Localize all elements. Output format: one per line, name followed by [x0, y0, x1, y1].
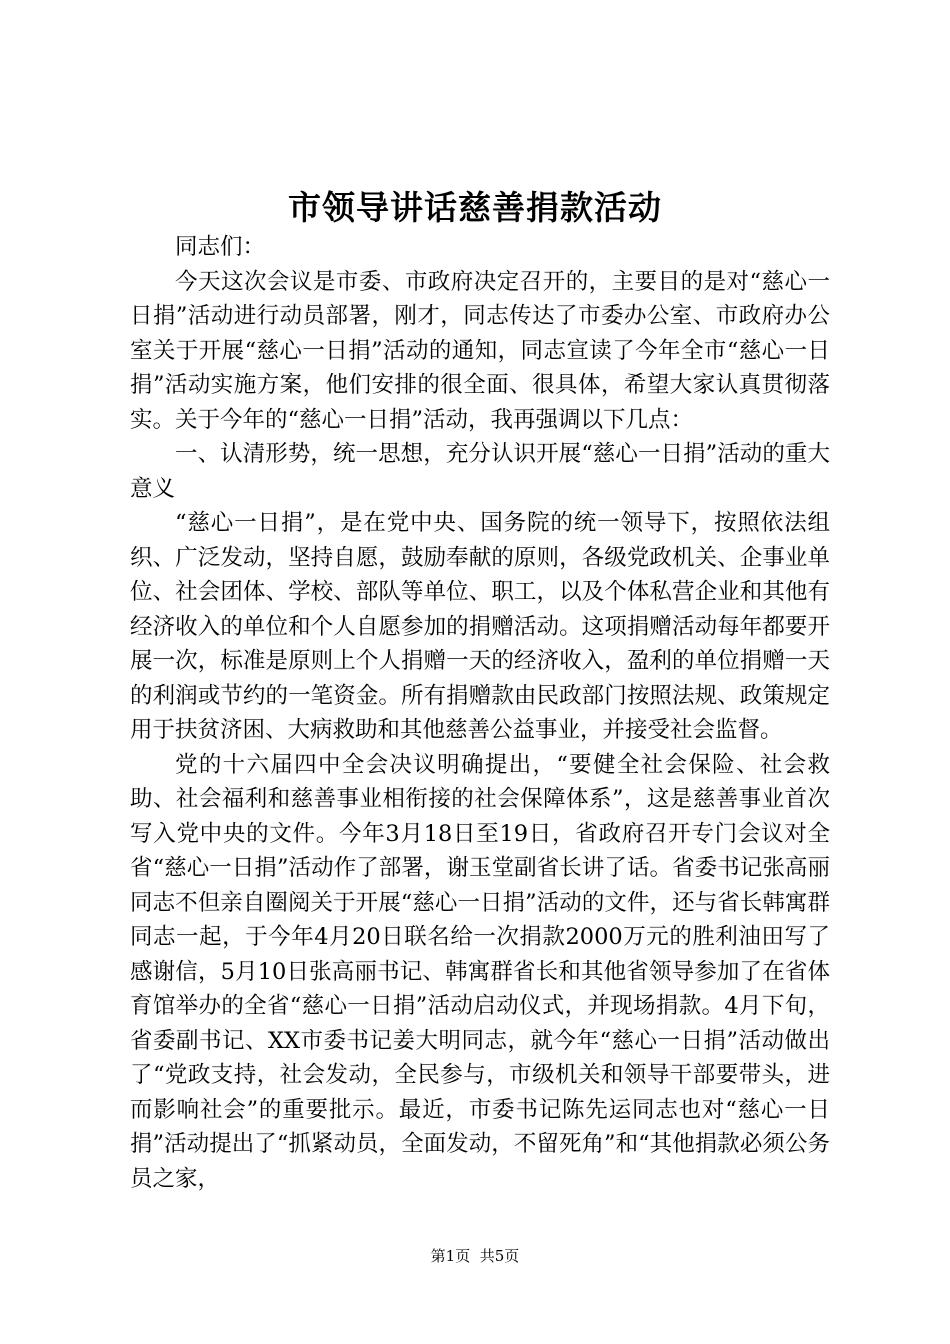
body-paragraph: 党的十六届四中全会决议明确提出，“要健全社会保险、社会救助、社会福利和慈善事业相衔接的社会保障体系”，这是慈善事业首次写入党中央的文件。今年3月18日至19日，省政府召开专门会议对全省“慈心一日捐”活动作了部署，谢玉堂副省长讲了话。省委书记张高丽同志不但亲自圈阅关于开展“慈心一日捐”活动的文件，还与省长韩寓群同志一起，于今年4月20日联名给一次捐款2000万元的胜利油田写了感谢信，5月10日张高丽书记、韩寓群省长和其他省领导参加了在省体育馆举办的全省“慈心一日捐”活动启动仪式，并现场捐款。4月下旬，省委副书记、XX市委书记姜大明同志，就今年“慈心一日捐”活动做出了“党政支持，社会发动，全民参与，市级机关和领导干部要带头，进而影响社会”的重要批示。最近，市委书记陈先运同志也对“慈心一日捐”活动提出了“抓紧动员，全面发动，不留死角”和“其他捐款必须公务员之家，	[130, 751, 830, 1192]
salutation-paragraph: 同志们：	[175, 234, 266, 260]
body-paragraph: “慈心一日捐”，是在党中央、国务院的统一领导下，按照依法组织、广泛发动，坚持自愿，鼓励奉献的原则，各级党政机关、企事业单位、社会团体、学校、部队等单位、职工，以及个体私营企业和其他有经济收入的单位和个人自愿参加的捐赠活动。这项捐赠活动每年都要开展一次，标准是原则上个人捐赠一天的经济收入，盈利的单位捐赠一天的利润或节约的一笔资金。所有捐赠款由民政部门按照法规、政策规定用于扶贫济困、大病救助和其他慈善公益事业，并接受社会监督。	[130, 510, 830, 743]
section-heading: 一、认清形势，统一思想，充分认识开展“慈心一日捐”活动的重大意义	[130, 441, 830, 502]
page-footer	[0, 1246, 950, 1266]
footer-spacer	[470, 1247, 480, 1265]
document-title: 市领导讲话慈善捐款活动	[288, 188, 662, 227]
document-body	[130, 230, 830, 1196]
page-number: 第1页	[430, 1247, 471, 1265]
body-paragraph: 今天这次会议是市委、市政府决定召开的，主要目的是对“慈心一日捐”活动进行动员部署，刚才，同志传达了市委办公室、市政府办公室关于开展“慈心一日捐”活动的通知，同志宣读了今年全市“慈心一日捐”活动实施方案，他们安排的很全面、很具体，希望大家认真贯彻落实。关于今年的“慈心一日捐”活动，我再强调以下几点：	[130, 268, 830, 433]
page-total: 共5页	[479, 1247, 520, 1265]
